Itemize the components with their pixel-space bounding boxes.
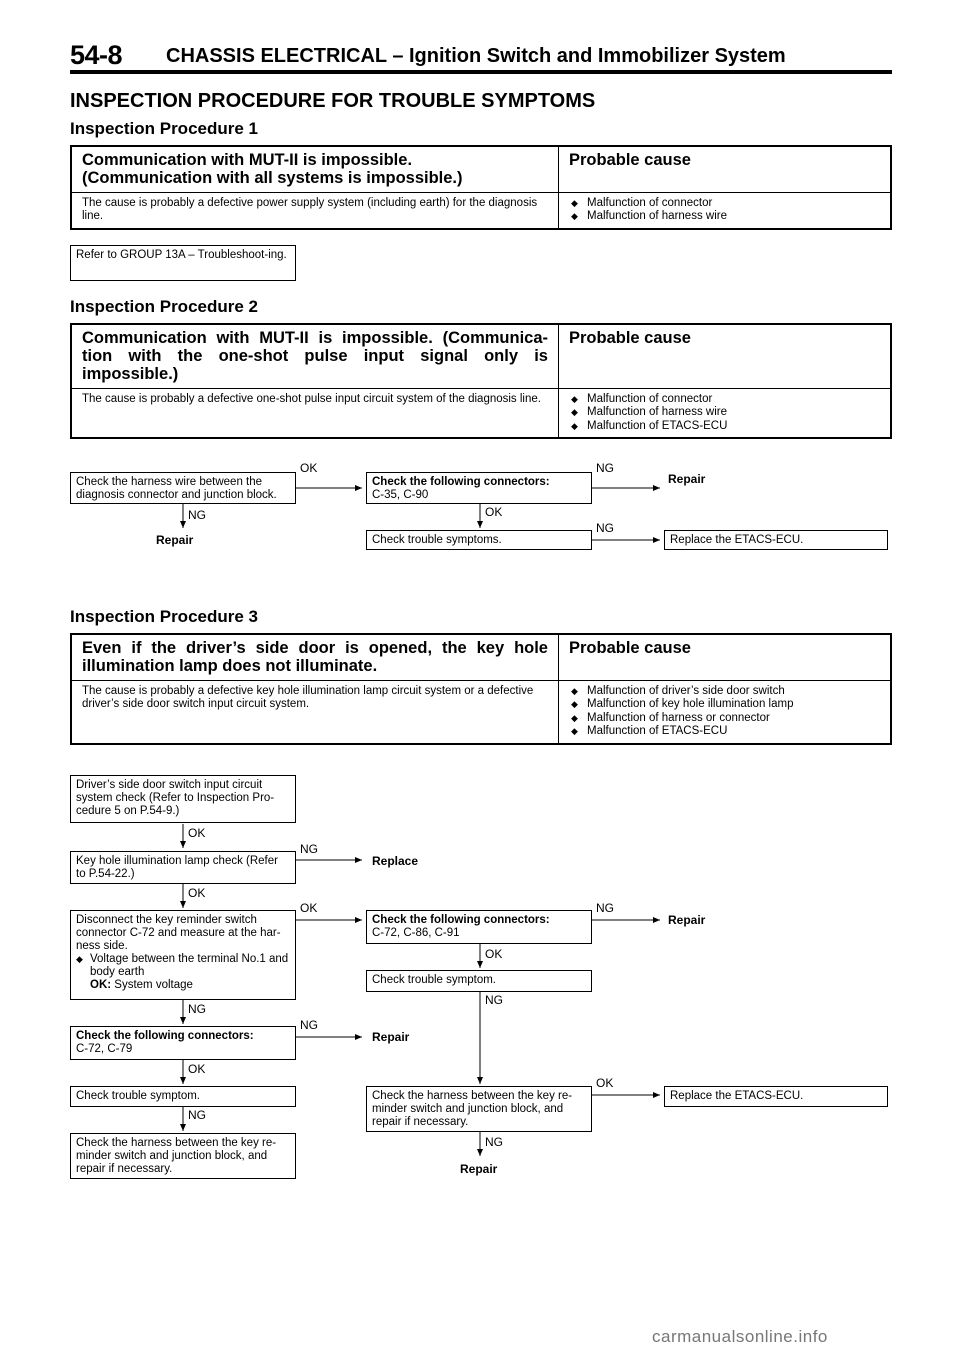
cause-item: ◆ Malfunction of harness wire [569, 210, 880, 224]
page-header-title: CHASSIS ELECTRICAL – Ignition Switch and Immobilizer System [166, 45, 786, 67]
ng-label: NG [485, 1135, 503, 1149]
watermark: carmanualsonline.info [652, 1327, 828, 1346]
ng-label: NG [485, 993, 503, 1007]
cause-item: ◆ Malfunction of ETACS-ECU [569, 725, 880, 739]
procedure-3-probable-cause-header: Probable cause [559, 634, 892, 680]
replace-etacs-ecu-box-3: Replace the ETACS-ECU. [664, 1086, 888, 1107]
repair-label: Repair [668, 472, 706, 486]
procedure-1-heading: Inspection Procedure 1 [70, 119, 258, 138]
repair-label: Repair [668, 913, 706, 927]
check-trouble-symptoms-box: Check trouble symptoms. [366, 530, 592, 550]
main-title: INSPECTION PROCEDURE FOR TROUBLE SYMPTOMS [70, 90, 596, 112]
ok-label: OK [188, 826, 206, 840]
procedure-2-symptom: Communication with MUT-II is impossible. (Communica-tion with the one-shot pulse input signal only is impossible.) [71, 324, 559, 388]
ok-label: OK [300, 461, 318, 475]
procedure-1-probable-cause-header: Probable cause [559, 146, 892, 192]
procedure-3-heading: Inspection Procedure 3 [70, 607, 258, 626]
procedure-3-symptom: Even if the driver’s side door is opened, the key hole illumination lamp does not illuminate. [71, 634, 559, 680]
procedure-3-description: The cause is probably a defective key hole illumination lamp circuit system or a defective driver’s side door switch input circuit system. [71, 680, 559, 744]
cause-item: ◆ Malfunction of driver’s side door switch [569, 685, 880, 699]
repair-label: Repair [460, 1162, 498, 1176]
cause-item: ◆ Malfunction of connector [569, 197, 880, 211]
ok-label: OK [300, 901, 318, 915]
cause-item: ◆ Malfunction of harness or connector [569, 712, 880, 726]
replace-etacs-ecu-box: Replace the ETACS-ECU. [664, 530, 888, 550]
ok-label: OK [188, 886, 206, 900]
check-connectors-left-box: Check the following connectors: C-72, C-79 [70, 1026, 296, 1060]
check-harness-right-box: Check the harness between the key re-minder switch and junction block, and repair if necessary. [366, 1086, 592, 1132]
replace-label: Replace [372, 854, 419, 868]
check-trouble-symptom-right-box: Check trouble symptom. [366, 970, 592, 992]
ng-label: NG [596, 901, 614, 915]
refer-group-13a-box: Refer to GROUP 13A – Troubleshoot-ing. [70, 245, 296, 281]
page-number: 54-8 [70, 40, 123, 70]
disconnect-measure-box: Disconnect the key reminder switch connector C-72 and measure at the har-ness side. ◆ Voltage between the terminal No.1 and body earth OK: System voltage [70, 910, 296, 1000]
procedure-1-description: The cause is probably a defective power supply system (including earth) for the diagnosis line. [71, 192, 559, 229]
procedure-2-description: The cause is probably a defective one-shot pulse input circuit system of the diagnosis line. [71, 388, 559, 438]
door-switch-check-box: Driver’s side door switch input circuit system check (Refer to Inspection Pro-cedure 5 on P.54-9.) [70, 775, 296, 823]
ok-label: OK [596, 1076, 614, 1090]
ng-label: NG [596, 461, 614, 475]
ng-label: NG [188, 508, 206, 522]
ok-label: OK [485, 505, 503, 519]
ng-label: NG [596, 521, 614, 535]
ok-label: OK [188, 1062, 206, 1076]
procedure-3-causes [559, 680, 892, 744]
ok-label: OK [485, 947, 503, 961]
repair-label: Repair [372, 1030, 410, 1044]
ng-label: NG [300, 1018, 318, 1032]
cause-item: ◆ Malfunction of ETACS-ECU [569, 420, 880, 434]
key-hole-lamp-check-box: Key hole illumination lamp check (Refer to P.54-22.) [70, 851, 296, 884]
procedure-2-probable-cause-header: Probable cause [559, 324, 892, 388]
procedure-3-table [70, 633, 892, 745]
repair-label: Repair [156, 533, 194, 547]
check-connectors-box: Check the following connectors: C-35, C-90 [366, 472, 592, 504]
check-harness-diagnosis-box: Check the harness wire between the diagnosis connector and junction block. [70, 472, 296, 504]
check-harness-left-box: Check the harness between the key re-minder switch and junction block, and repair if necessary. [70, 1133, 296, 1179]
ng-label: NG [300, 842, 318, 856]
check-trouble-symptom-left-box: Check trouble symptom. [70, 1086, 296, 1107]
ng-label: NG [188, 1002, 206, 1016]
cause-item: ◆ Malfunction of connector [569, 393, 880, 407]
cause-item: ◆ Malfunction of key hole illumination lamp [569, 698, 880, 712]
ng-label: NG [188, 1108, 206, 1122]
check-connectors-right-box: Check the following connectors: C-72, C-86, C-91 [366, 910, 592, 944]
cause-item: ◆ Malfunction of harness wire [569, 406, 880, 420]
procedure-1-symptom: Communication with MUT-II is impossible. (Communication with all systems is impossible.) [71, 146, 559, 192]
procedure-2-heading: Inspection Procedure 2 [70, 297, 258, 316]
